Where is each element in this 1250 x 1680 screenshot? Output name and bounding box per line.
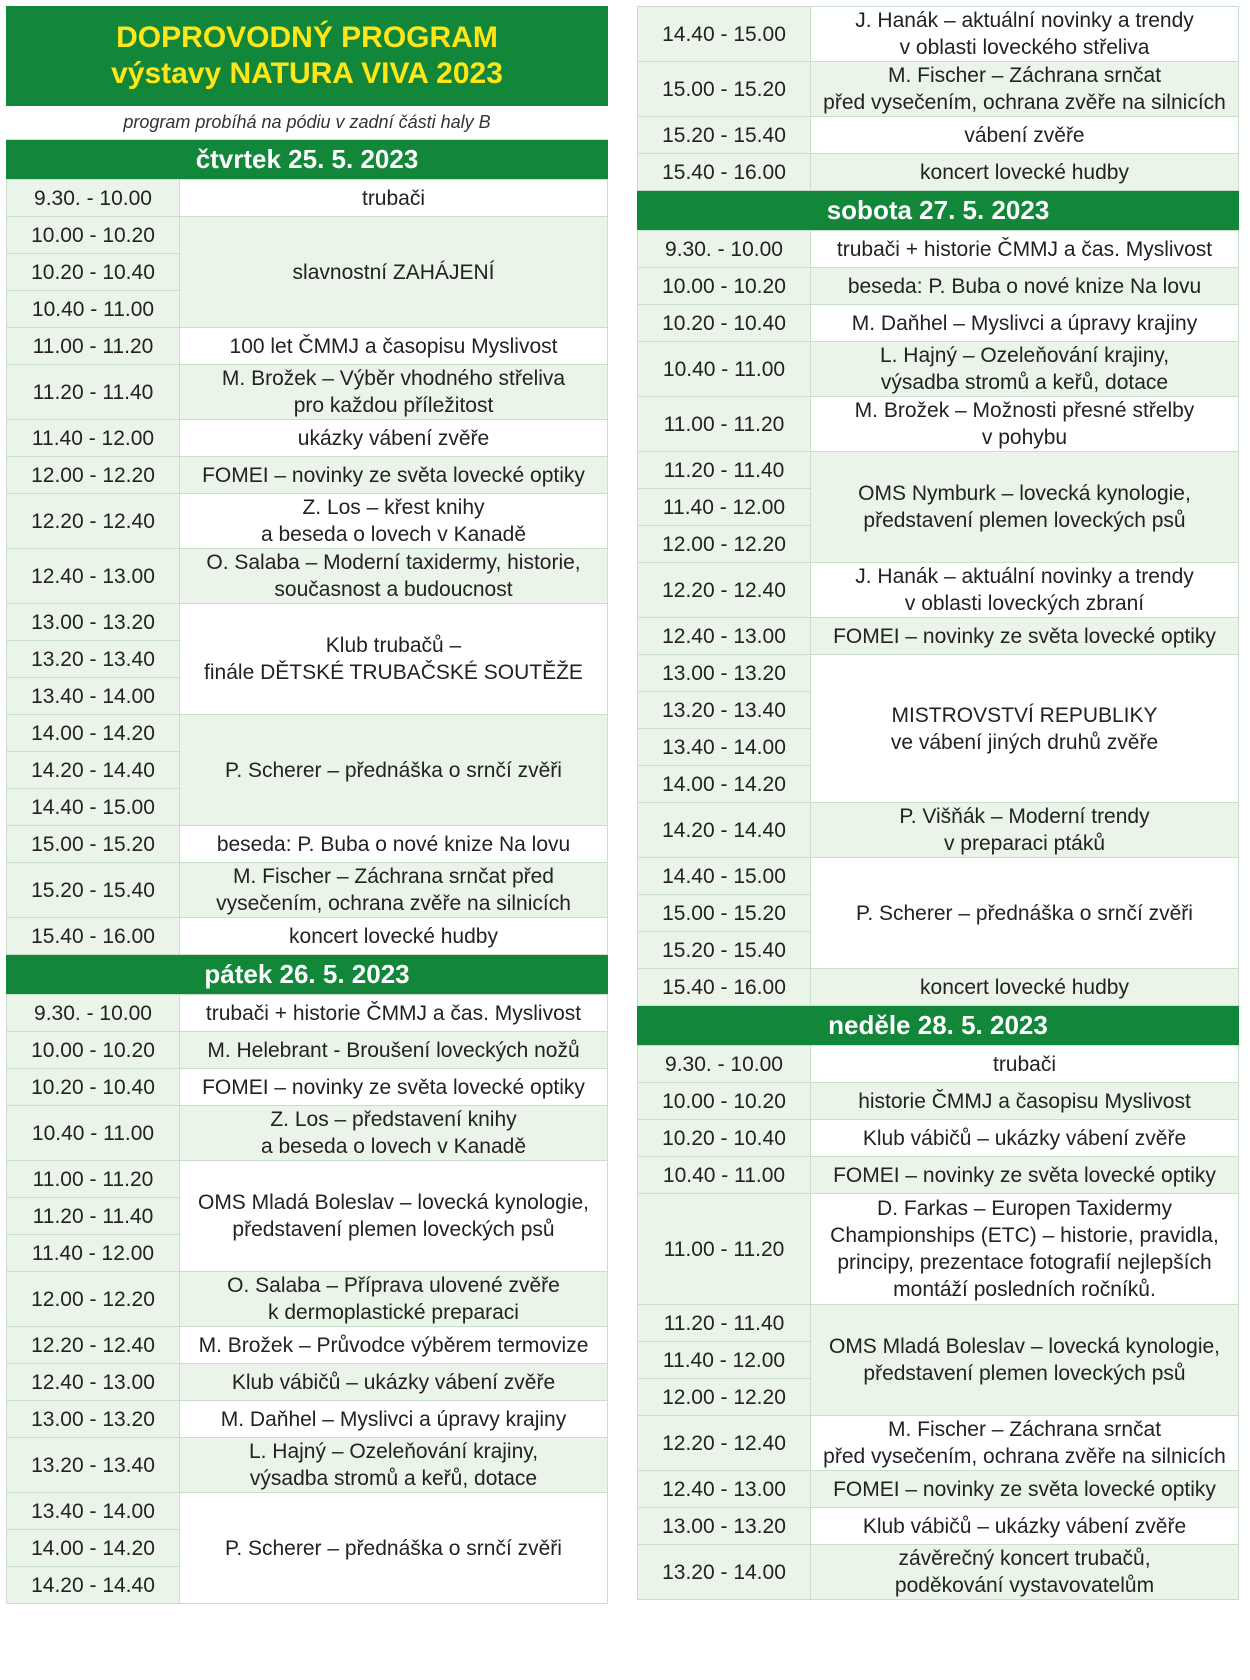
time-slot: 10.40 - 11.00 (7, 1106, 180, 1161)
time-slot: 14.00 - 14.20 (7, 1530, 180, 1567)
time-slot: 11.00 - 11.20 (638, 1194, 811, 1305)
schedule-row (638, 1508, 1239, 1545)
time-slot: 9.30. - 10.00 (7, 180, 180, 217)
event-text: současnost a budoucnost (274, 578, 513, 601)
time-slot: 10.00 - 10.20 (638, 1083, 811, 1120)
event-cell (180, 863, 608, 918)
time-slot: 12.20 - 12.40 (7, 1327, 180, 1364)
event-cell (811, 342, 1239, 397)
time-slot: 14.20 - 14.40 (7, 752, 180, 789)
time-slot: 12.40 - 13.00 (7, 1364, 180, 1401)
event-text: J. Hanák – aktuální novinky a trendy (855, 565, 1194, 588)
schedule-table (6, 179, 608, 955)
time-slot: 9.30. - 10.00 (638, 231, 811, 268)
time-slot: 10.00 - 10.20 (7, 217, 180, 254)
event-cell (811, 268, 1239, 305)
time-slot: 15.00 - 15.20 (7, 826, 180, 863)
event-text: 100 let ČMMJ a časopisu Myslivost (229, 334, 558, 358)
time-slot: 12.00 - 12.20 (638, 1379, 811, 1416)
schedule-table (637, 6, 1239, 191)
schedule-row (638, 1083, 1239, 1120)
time-slot: 12.00 - 12.20 (7, 1272, 180, 1327)
time-slot: 10.20 - 10.40 (7, 254, 180, 291)
time-slot: 11.40 - 12.00 (7, 1235, 180, 1272)
event-cell (180, 1032, 608, 1069)
time-slot: 10.40 - 11.00 (638, 342, 811, 397)
event-cell (180, 1069, 608, 1106)
schedule-row (638, 858, 1239, 895)
time-slot: 14.20 - 14.40 (7, 1567, 180, 1604)
event-text: a beseda o lovech v Kanadě (260, 523, 527, 546)
time-slot: 11.00 - 11.20 (7, 1161, 180, 1198)
event-text: P. Scherer – přednáška o srnčí zvěři (856, 901, 1193, 925)
event-cell (811, 154, 1239, 191)
event-text: poděkování vystavovatelům (894, 1574, 1155, 1597)
schedule-column-right (637, 6, 1239, 1600)
event-text: Z. Los – představení knihy (270, 1108, 517, 1131)
schedule-row (638, 655, 1239, 692)
event-text: D. Farkas – Europen Taxidermy (877, 1197, 1172, 1220)
event-cell (811, 231, 1239, 268)
event-text: M. Helebrant - Broušení loveckých nožů (207, 1038, 580, 1062)
event-text: FOMEI – novinky ze světa lovecké optiky (833, 1477, 1216, 1501)
time-slot: 13.20 - 13.40 (7, 1438, 180, 1493)
time-slot: 11.20 - 11.40 (638, 452, 811, 489)
time-slot: 9.30. - 10.00 (638, 1046, 811, 1083)
schedule-row (638, 268, 1239, 305)
event-text: výsadba stromů a keřů, dotace (249, 1467, 538, 1490)
time-slot: 15.40 - 16.00 (638, 154, 811, 191)
event-cell (180, 420, 608, 457)
schedule-row (7, 1161, 608, 1198)
program-title (6, 6, 608, 106)
schedule-row (638, 117, 1239, 154)
event-text: L. Hajný – Ozeleňování krajiny, (248, 1440, 539, 1463)
event-text: historie ČMMJ a časopisu Myslivost (858, 1089, 1191, 1113)
event-text: M. Daňhel – Myslivci a úpravy krajiny (851, 311, 1198, 335)
schedule-row (7, 1106, 608, 1161)
event-cell (180, 1364, 608, 1401)
schedule-table (637, 1045, 1239, 1600)
event-cell (180, 328, 608, 365)
schedule-row (7, 918, 608, 955)
event-cell (811, 62, 1239, 117)
event-text: závěrečný koncert trubačů, (898, 1547, 1151, 1570)
event-text: vysečením, ochrana zvěře na silnicích (216, 892, 571, 915)
time-slot: 11.00 - 11.20 (638, 397, 811, 452)
event-cell (811, 1471, 1239, 1508)
time-slot: 10.40 - 11.00 (7, 291, 180, 328)
event-text: pro každou příležitost (293, 394, 494, 417)
event-text: ve vábení jiných druhů zvěře (890, 730, 1159, 754)
time-slot: 15.20 - 15.40 (638, 932, 811, 969)
schedule-row (638, 62, 1239, 117)
event-text: M. Brožek – Výběr vhodného střeliva (221, 367, 566, 390)
schedule-row (7, 1493, 608, 1530)
event-cell (811, 618, 1239, 655)
time-slot: 12.20 - 12.40 (638, 563, 811, 618)
time-slot: 10.20 - 10.40 (638, 1120, 811, 1157)
event-cell (180, 826, 608, 863)
event-text: J. Hanák – aktuální novinky a trendy (855, 9, 1194, 32)
time-slot: 13.20 - 14.00 (638, 1545, 811, 1600)
event-cell (811, 563, 1239, 618)
time-slot: 11.00 - 11.20 (7, 328, 180, 365)
event-text: M. Fischer – Záchrana srnčat (887, 1418, 1162, 1441)
event-cell (811, 7, 1239, 62)
event-cell (811, 969, 1239, 1006)
schedule-row (638, 803, 1239, 858)
event-cell (811, 1157, 1239, 1194)
event-cell (180, 549, 608, 604)
schedule-row (638, 1194, 1239, 1305)
time-slot: 11.20 - 11.40 (7, 1198, 180, 1235)
event-cell (811, 1416, 1239, 1471)
event-text: koncert lovecké hudby (289, 924, 498, 948)
event-cell (180, 217, 608, 328)
schedule-row (638, 1471, 1239, 1508)
time-slot: 14.20 - 14.40 (638, 803, 811, 858)
schedule-row (7, 217, 608, 254)
time-slot: 11.20 - 11.40 (7, 365, 180, 420)
event-text: v oblasti loveckého střeliva (899, 36, 1150, 59)
event-cell (811, 305, 1239, 342)
schedule-row (7, 365, 608, 420)
event-text: montáží posledních ročníků. (893, 1278, 1156, 1301)
event-text: FOMEI – novinky ze světa lovecké optiky (833, 1163, 1216, 1187)
event-text: koncert lovecké hudby (920, 160, 1129, 184)
time-slot: 13.00 - 13.20 (638, 1508, 811, 1545)
event-text: představení plemen loveckých psů (863, 1362, 1186, 1385)
time-slot: 11.40 - 12.00 (638, 1342, 811, 1379)
event-text: představení plemen loveckých psů (863, 509, 1186, 532)
time-slot: 11.40 - 12.00 (7, 420, 180, 457)
event-text: M. Fischer – Záchrana srnčat (887, 64, 1162, 87)
time-slot: 13.00 - 13.20 (7, 1401, 180, 1438)
schedule-row (7, 494, 608, 549)
schedule-row (7, 420, 608, 457)
day-header: pátek 26. 5. 2023 (6, 955, 608, 994)
title-line-1: DOPROVODNÝ PROGRAM (116, 21, 498, 54)
time-slot: 11.20 - 11.40 (638, 1305, 811, 1342)
event-cell (180, 1401, 608, 1438)
time-slot: 10.40 - 11.00 (638, 1157, 811, 1194)
event-text: Z. Los – křest knihy (302, 496, 485, 519)
time-slot: 12.00 - 12.20 (7, 457, 180, 494)
event-text: v preparaci ptáků (943, 832, 1106, 855)
event-cell (180, 1327, 608, 1364)
event-text: M. Daňhel – Myslivci a úpravy krajiny (220, 1407, 567, 1431)
time-slot: 11.40 - 12.00 (638, 489, 811, 526)
schedule-row (7, 1401, 608, 1438)
day-header: čtvrtek 25. 5. 2023 (6, 140, 608, 179)
event-cell (811, 1305, 1239, 1416)
time-slot: 15.00 - 15.20 (638, 895, 811, 932)
time-slot: 15.00 - 15.20 (638, 62, 811, 117)
schedule-row (638, 305, 1239, 342)
schedule-row (638, 397, 1239, 452)
time-slot: 14.40 - 15.00 (638, 858, 811, 895)
schedule-row (638, 231, 1239, 268)
event-cell (180, 1272, 608, 1327)
time-slot: 12.00 - 12.20 (638, 526, 811, 563)
time-slot: 10.20 - 10.40 (7, 1069, 180, 1106)
event-text: v oblasti loveckých zbraní (904, 592, 1145, 615)
event-cell (811, 1545, 1239, 1600)
event-text: OMS Mladá Boleslav – lovecká kynologie, (197, 1191, 590, 1214)
time-slot: 12.20 - 12.40 (7, 494, 180, 549)
event-text: MISTROVSTVÍ REPUBLIKY (891, 703, 1158, 727)
event-cell (811, 117, 1239, 154)
event-cell (811, 655, 1239, 803)
time-slot: 13.20 - 13.40 (638, 692, 811, 729)
event-text: před vysečením, ochrana zvěře na silnicích (823, 91, 1226, 114)
time-slot: 13.20 - 13.40 (7, 641, 180, 678)
event-cell (811, 1083, 1239, 1120)
event-text: beseda: P. Buba o nové knize Na lovu (847, 274, 1202, 298)
event-cell (180, 494, 608, 549)
time-slot: 15.20 - 15.40 (638, 117, 811, 154)
schedule-row (7, 549, 608, 604)
event-text: M. Brožek – Možnosti přesné střelby (854, 399, 1195, 422)
event-text: slavnostní ZAHÁJENÍ (292, 260, 495, 284)
schedule-row (7, 1069, 608, 1106)
schedule-row (7, 1438, 608, 1493)
event-cell (180, 995, 608, 1032)
event-cell (180, 918, 608, 955)
schedule-row (7, 1032, 608, 1069)
time-slot: 14.00 - 14.20 (638, 766, 811, 803)
schedule-row (638, 1157, 1239, 1194)
schedule-row (638, 1120, 1239, 1157)
column-body-left (6, 140, 608, 1604)
event-text: výsadba stromů a keřů, dotace (880, 371, 1169, 394)
event-text: Klub vábičů – ukázky vábení zvěře (862, 1126, 1187, 1150)
time-slot: 15.20 - 15.40 (7, 863, 180, 918)
event-cell (180, 457, 608, 494)
schedule-row (638, 969, 1239, 1006)
event-cell (180, 715, 608, 826)
event-text: OMS Mladá Boleslav – lovecká kynologie, (828, 1335, 1221, 1358)
event-text: koncert lovecké hudby (920, 975, 1129, 999)
time-slot: 12.40 - 13.00 (7, 549, 180, 604)
schedule-row (638, 1545, 1239, 1600)
event-cell (180, 365, 608, 420)
event-text: trubači (992, 1052, 1057, 1076)
event-text: Championships (ETC) – historie, pravidla, (830, 1224, 1219, 1247)
time-slot: 13.40 - 14.00 (7, 1493, 180, 1530)
event-cell (180, 1161, 608, 1272)
event-cell (811, 397, 1239, 452)
time-slot: 13.40 - 14.00 (638, 729, 811, 766)
schedule-row (638, 1305, 1239, 1342)
event-text: P. Scherer – přednáška o srnčí zvěři (225, 1536, 562, 1560)
schedule-row (638, 154, 1239, 191)
event-text: trubači + historie ČMMJ a čas. Myslivost (836, 237, 1213, 261)
time-slot: 13.00 - 13.20 (7, 604, 180, 641)
event-text: trubači (361, 186, 426, 210)
event-cell (180, 1106, 608, 1161)
time-slot: 13.00 - 13.20 (638, 655, 811, 692)
schedule-row (7, 1272, 608, 1327)
schedule-row (7, 1364, 608, 1401)
event-text: FOMEI – novinky ze světa lovecké optiky (202, 463, 585, 487)
event-text: a beseda o lovech v Kanadě (260, 1135, 527, 1158)
program-subtitle: program probíhá na pódiu v zadní části haly B (6, 106, 608, 140)
schedule-row (7, 715, 608, 752)
title-line-2: výstavy NATURA VIVA 2023 (111, 57, 503, 90)
schedule-row (638, 7, 1239, 62)
event-cell (180, 1438, 608, 1493)
time-slot: 10.00 - 10.20 (638, 268, 811, 305)
schedule-row (7, 995, 608, 1032)
schedule-row (7, 826, 608, 863)
schedule-row (7, 457, 608, 494)
time-slot: 14.00 - 14.20 (7, 715, 180, 752)
event-text: vábení zvěře (964, 123, 1085, 147)
event-cell (811, 452, 1239, 563)
schedule-table (637, 230, 1239, 1006)
time-slot: 14.40 - 15.00 (7, 789, 180, 826)
schedule-row (7, 1327, 608, 1364)
event-text: představení plemen loveckých psů (232, 1218, 555, 1241)
schedule-row (638, 563, 1239, 618)
event-cell (180, 1493, 608, 1604)
event-text: beseda: P. Buba o nové knize Na lovu (216, 832, 571, 856)
column-body-right (637, 6, 1239, 1600)
event-text: finále DĚTSKÉ TRUBAČSKÉ SOUTĚŽE (204, 661, 583, 684)
schedule-row (7, 328, 608, 365)
schedule-row (7, 863, 608, 918)
day-header: sobota 27. 5. 2023 (637, 191, 1239, 230)
time-slot: 12.20 - 12.40 (638, 1416, 811, 1471)
event-text: Klub vábičů – ukázky vábení zvěře (862, 1514, 1187, 1538)
event-text: FOMEI – novinky ze světa lovecké optiky (833, 624, 1216, 648)
schedule-row (638, 452, 1239, 489)
event-cell (180, 604, 608, 715)
time-slot: 12.40 - 13.00 (638, 618, 811, 655)
event-text: principy, prezentace fotografií nejlepších (837, 1251, 1212, 1274)
schedule-row (638, 1416, 1239, 1471)
event-cell (811, 803, 1239, 858)
time-slot: 10.20 - 10.40 (638, 305, 811, 342)
event-cell (811, 1120, 1239, 1157)
event-text: v pohybu (981, 426, 1068, 449)
schedule-row (638, 618, 1239, 655)
event-text: L. Hajný – Ozeleňování krajiny, (879, 344, 1170, 367)
day-header: neděle 28. 5. 2023 (637, 1006, 1239, 1045)
event-cell (180, 180, 608, 217)
schedule-table (6, 994, 608, 1604)
event-text: FOMEI – novinky ze světa lovecké optiky (202, 1075, 585, 1099)
event-text: M. Fischer – Záchrana srnčat před (233, 865, 554, 888)
time-slot: 10.00 - 10.20 (7, 1032, 180, 1069)
schedule-row (638, 342, 1239, 397)
schedule-row (7, 180, 608, 217)
event-text: ukázky vábení zvěře (297, 426, 490, 450)
event-text: trubači + historie ČMMJ a čas. Myslivost (205, 1001, 582, 1025)
event-cell (811, 1046, 1239, 1083)
schedule-row (7, 604, 608, 641)
time-slot: 15.40 - 16.00 (7, 918, 180, 955)
event-text: Klub vábičů – ukázky vábení zvěře (231, 1370, 556, 1394)
event-cell (811, 858, 1239, 969)
event-text: P. Višňák – Moderní trendy (899, 805, 1150, 828)
event-cell (811, 1508, 1239, 1545)
time-slot: 9.30. - 10.00 (7, 995, 180, 1032)
time-slot: 15.40 - 16.00 (638, 969, 811, 1006)
event-text: M. Brožek – Průvodce výběrem termovize (198, 1333, 589, 1357)
time-slot: 13.40 - 14.00 (7, 678, 180, 715)
event-text: O. Salaba – Příprava ulovené zvěře (227, 1274, 560, 1297)
time-slot: 12.40 - 13.00 (638, 1471, 811, 1508)
event-text: před vysečením, ochrana zvěře na silnicích (823, 1445, 1226, 1468)
event-cell (811, 1194, 1239, 1305)
event-text: P. Scherer – přednáška o srnčí zvěři (225, 758, 562, 782)
event-text: Klub trubačů – (325, 634, 462, 657)
schedule-row (638, 1046, 1239, 1083)
schedule-column-left (6, 6, 608, 1604)
time-slot: 14.40 - 15.00 (638, 7, 811, 62)
event-text: O. Salaba – Moderní taxidermy, historie, (206, 551, 581, 574)
event-text: OMS Nymburk – lovecká kynologie, (858, 482, 1191, 505)
event-text: k dermoplastické preparaci (268, 1301, 519, 1324)
